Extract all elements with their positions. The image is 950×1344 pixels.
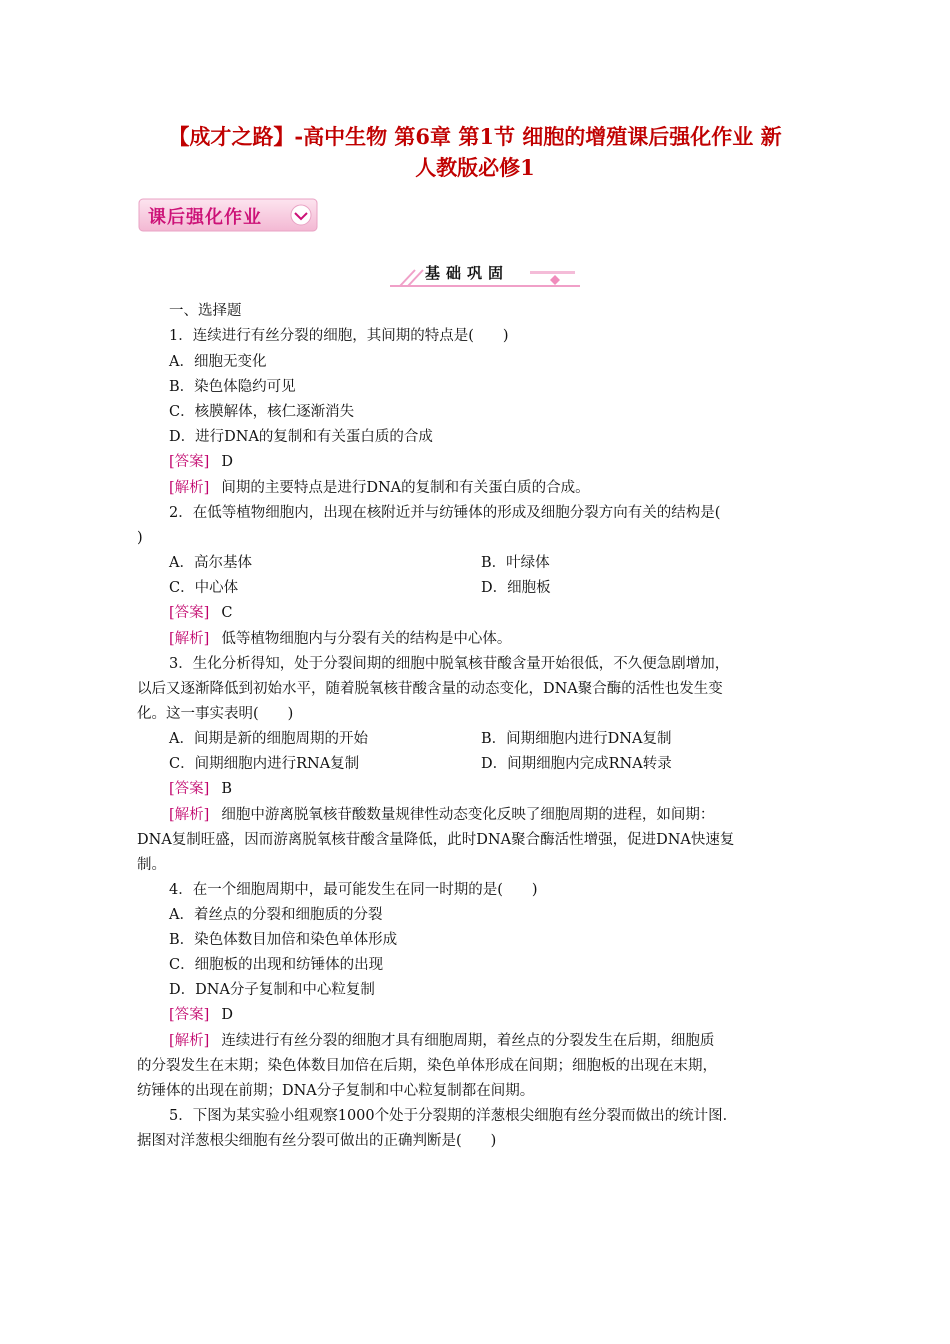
q3-option-b: B．间期细胞内进行DNA复制 (481, 731, 672, 747)
title-line-1: 【成才之路】-高中生物 第6章 第1节 细胞的增殖课后强化作业 新 (168, 124, 782, 149)
analysis-tag: [解析] (169, 480, 210, 496)
q2-answer: C (221, 605, 233, 621)
q2-option-b: B．叶绿体 (481, 555, 550, 571)
document-title (120, 121, 830, 183)
q4-option-d: D．DNA分子复制和中心粒复制 (169, 982, 375, 998)
answer-tag: [答案] (169, 781, 210, 797)
q1-option-b: B．染色体隐约可见 (169, 379, 296, 395)
q3-option-a: A．间期是新的细胞周期的开始 (169, 731, 368, 747)
q4-answer: D (221, 1007, 233, 1023)
q2-stem: 2．在低等植物细胞内，出现在核附近并与纺锤体的形成及细胞分裂方向有关的结构是( (169, 505, 721, 521)
q3-stem-cont-2: 化。这一事实表明( ) (137, 706, 294, 722)
q2-stem-cont: ) (137, 530, 143, 546)
q4-option-b: B．染色体数目加倍和染色单体形成 (169, 932, 398, 948)
q2-option-d: D．细胞板 (481, 580, 551, 596)
q3-answer-line (169, 779, 232, 799)
q1-answer-line (169, 452, 233, 472)
q1-answer: D (221, 454, 233, 470)
part-heading: 一、选择题 (169, 303, 242, 319)
q3-option-c: C．间期细胞内进行RNA复制 (169, 756, 360, 772)
q4-stem: 4．在一个细胞周期中，最可能发生在同一时期的是( ) (169, 882, 538, 898)
q4-analysis-cont-2: 纺锤体的出现在前期；DNA分子复制和中心粒复制都在间期。 (137, 1083, 535, 1099)
q4-option-a: A．着丝点的分裂和细胞质的分裂 (169, 907, 383, 923)
q1-analysis: 间期的主要特点是进行DNA的复制和有关蛋白质的合成。 (221, 480, 590, 496)
q1-stem: 1．连续进行有丝分裂的细胞，其间期的特点是( ) (169, 328, 509, 344)
q3-analysis-cont-1: DNA复制旺盛，因而游离脱氧核苷酸含量降低，此时DNA聚合酶活性增强，促进DNA快速复 (137, 832, 735, 848)
q3-analysis: 细胞中游离脱氧核苷酸数量规律性动态变化反映了细胞周期的进程，如间期： (221, 807, 715, 823)
q2-answer-line (169, 603, 232, 623)
section-header (380, 258, 590, 292)
q5-stem: 5．下图为某实验小组观察1000个处于分裂期的洋葱根尖细胞有丝分裂而做出的统计图． (169, 1108, 738, 1124)
q3-stem: 3．生化分析得知，处于分裂间期的细胞中脱氧核苷酸含量开始很低，不久便急剧增加， (169, 656, 730, 672)
q3-option-d: D．间期细胞内完成RNA转录 (481, 756, 672, 772)
q1-analysis-line (169, 478, 590, 498)
q3-analysis-line (169, 805, 714, 825)
analysis-tag: [解析] (169, 807, 210, 823)
homework-banner (138, 198, 318, 232)
q1-option-c: C．核膜解体，核仁逐渐消失 (169, 404, 355, 420)
q3-analysis-cont-2: 制。 (137, 857, 166, 873)
title-line-2: 人教版必修1 (415, 155, 535, 180)
q4-answer-line (169, 1005, 233, 1025)
analysis-tag: [解析] (169, 631, 210, 647)
banner-label: 课后强化作业 (148, 207, 262, 228)
answer-tag: [答案] (169, 1007, 210, 1023)
q5-stem-cont: 据图对洋葱根尖细胞有丝分裂可做出的正确判断是( ) (137, 1133, 497, 1149)
analysis-tag: [解析] (169, 1033, 210, 1049)
answer-tag: [答案] (169, 454, 210, 470)
q4-analysis-line (169, 1031, 714, 1051)
q4-option-c: C．细胞板的出现和纺锤体的出现 (169, 957, 384, 973)
q2-option-c: C．中心体 (169, 580, 239, 596)
q3-answer: B (221, 781, 232, 797)
q1-option-a: A．细胞无变化 (169, 354, 267, 370)
q1-option-d: D．进行DNA的复制和有关蛋白质的合成 (169, 429, 433, 445)
q2-analysis: 低等植物细胞内与分裂有关的结构是中心体。 (221, 631, 512, 647)
section-label: 基础巩固 (425, 264, 510, 282)
q2-option-a: A．高尔基体 (169, 555, 252, 571)
answer-tag: [答案] (169, 605, 210, 621)
q2-analysis-line (169, 629, 511, 649)
q4-analysis: 连续进行有丝分裂的细胞才具有细胞周期，着丝点的分裂发生在后期，细胞质 (221, 1033, 715, 1049)
q4-analysis-cont-1: 的分裂发生在末期；染色体数目加倍在后期，染色单体形成在间期；细胞板的出现在末期， (137, 1058, 717, 1074)
q3-stem-cont-1: 以后又逐渐降低到初始水平，随着脱氧核苷酸含量的动态变化，DNA聚合酶的活性也发生变 (137, 681, 723, 697)
